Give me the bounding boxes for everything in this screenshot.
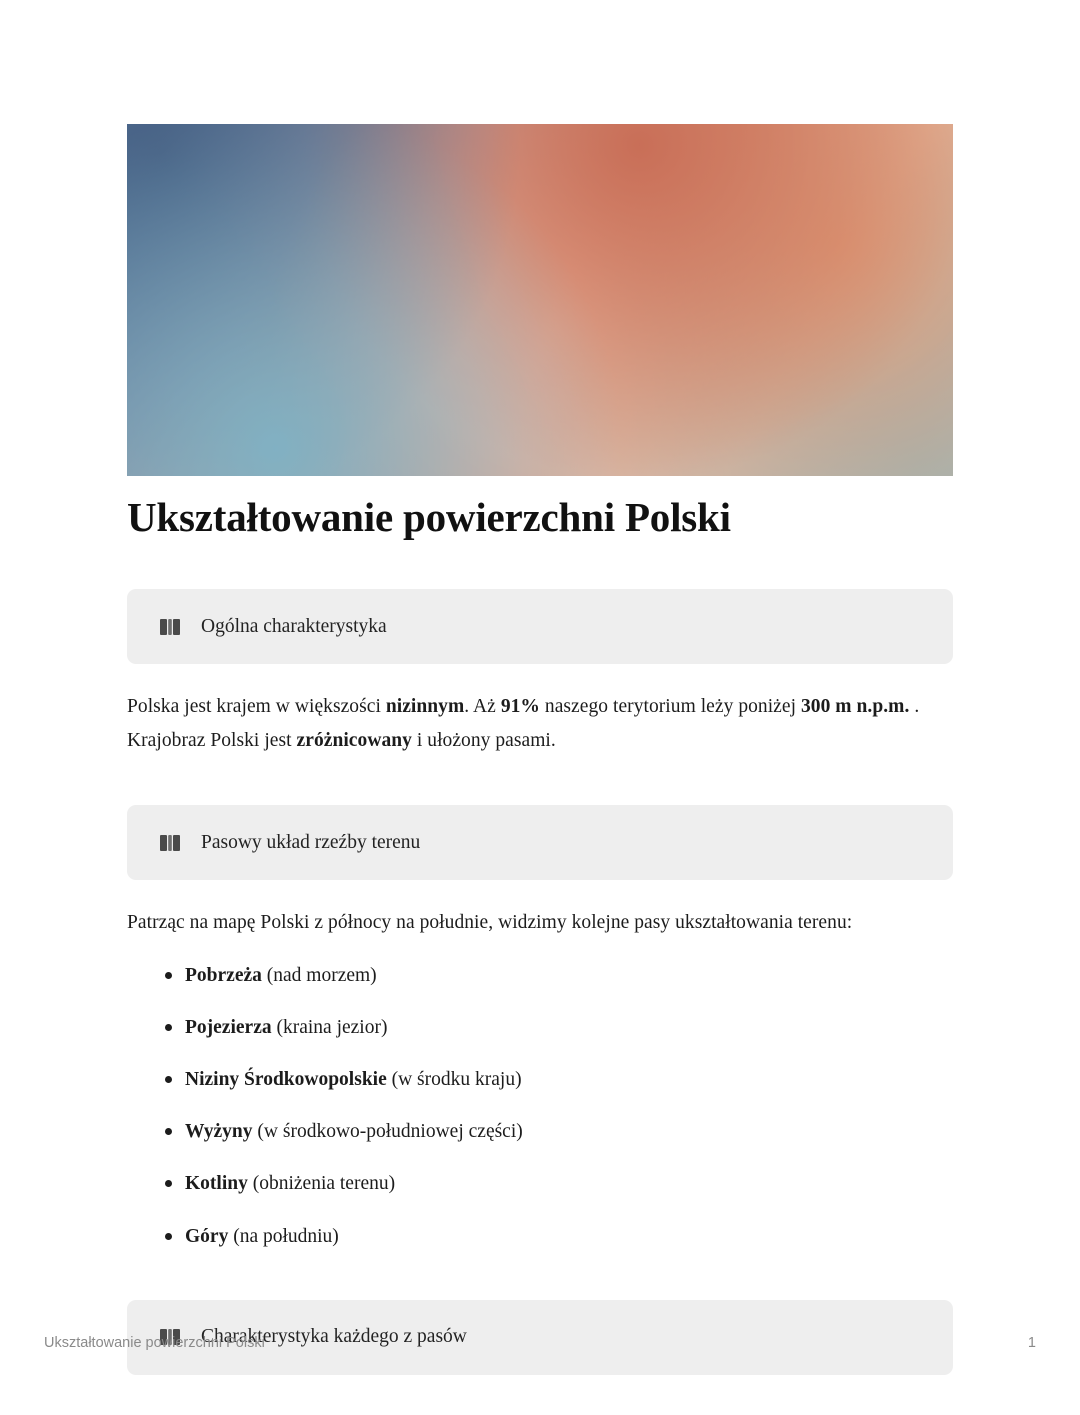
list-item-term: Pobrzeża: [185, 964, 262, 986]
text-run-bold: nizinnym: [385, 696, 465, 718]
text-run: naszego terytorium leży poniżej: [539, 696, 801, 718]
paragraph-ogolna-charakterystyka: [127, 690, 953, 757]
text-run: . Krajobraz Polski jest: [127, 696, 920, 751]
list-item-rest: (w środku kraju): [386, 1069, 522, 1091]
callout-pasowy-uklad-rzezby-terenu[interactable]: [127, 805, 953, 880]
callout-heading: Pasowy układ rzeźby terenu: [201, 831, 421, 853]
list-item: [165, 1221, 953, 1252]
list-item: [165, 1064, 953, 1095]
document-content: [127, 124, 953, 1415]
list-item-term: Kotliny: [185, 1173, 248, 1195]
book-open-icon: [157, 614, 183, 640]
text-run-bold: 91%: [500, 696, 540, 718]
list-item-rest: (na południu): [228, 1225, 339, 1247]
list-item-term: Pojezierza: [185, 1016, 272, 1038]
callout-ogolna-charakterystyka[interactable]: [127, 589, 953, 664]
list-item-rest: (kraina jezior): [271, 1016, 388, 1038]
list-item: [165, 960, 953, 991]
text-run-bold: 300 m n.p.m.: [800, 696, 910, 718]
list-item-rest: (nad morzem): [261, 964, 377, 986]
list-item-rest: (w środkowo-południowej części): [252, 1121, 523, 1143]
callout-heading: Ogólna charakterystyka: [201, 615, 387, 637]
list-item-term: Wyżyny: [185, 1121, 253, 1143]
page-title: Ukształtowanie powierzchni Polski: [127, 494, 731, 540]
list-item-term: Niziny Środkowopolskie: [185, 1069, 387, 1091]
text-run: i ułożony pasami.: [411, 729, 556, 751]
callout-heading: Charakterystyka każdego z pasów: [201, 1326, 467, 1348]
book-open-icon: [157, 830, 183, 856]
paragraph-pasowy-uklad-intro: Patrząc na mapę Polski z północy na południe, widzimy kolejne pasy ukształtowania terenu:: [127, 912, 853, 934]
list-pasy-ukształtowania: [127, 960, 953, 1252]
text-run: . Aż: [464, 696, 501, 718]
list-item: [165, 1168, 953, 1199]
footer-title: Ukształtowanie powierzchni Polski: [44, 1335, 265, 1351]
list-item: [165, 1116, 953, 1147]
footer-page-number: 1: [1027, 1335, 1036, 1351]
page-footer: [44, 1335, 1036, 1351]
list-item-rest: (obniżenia terenu): [247, 1173, 396, 1195]
text-run: Polska jest krajem w większości: [127, 696, 386, 718]
hero-banner-image: [127, 124, 953, 476]
list-item-term: Góry: [185, 1225, 229, 1247]
text-run-bold: zróżnicowany: [296, 729, 412, 751]
list-item: [165, 1012, 953, 1043]
